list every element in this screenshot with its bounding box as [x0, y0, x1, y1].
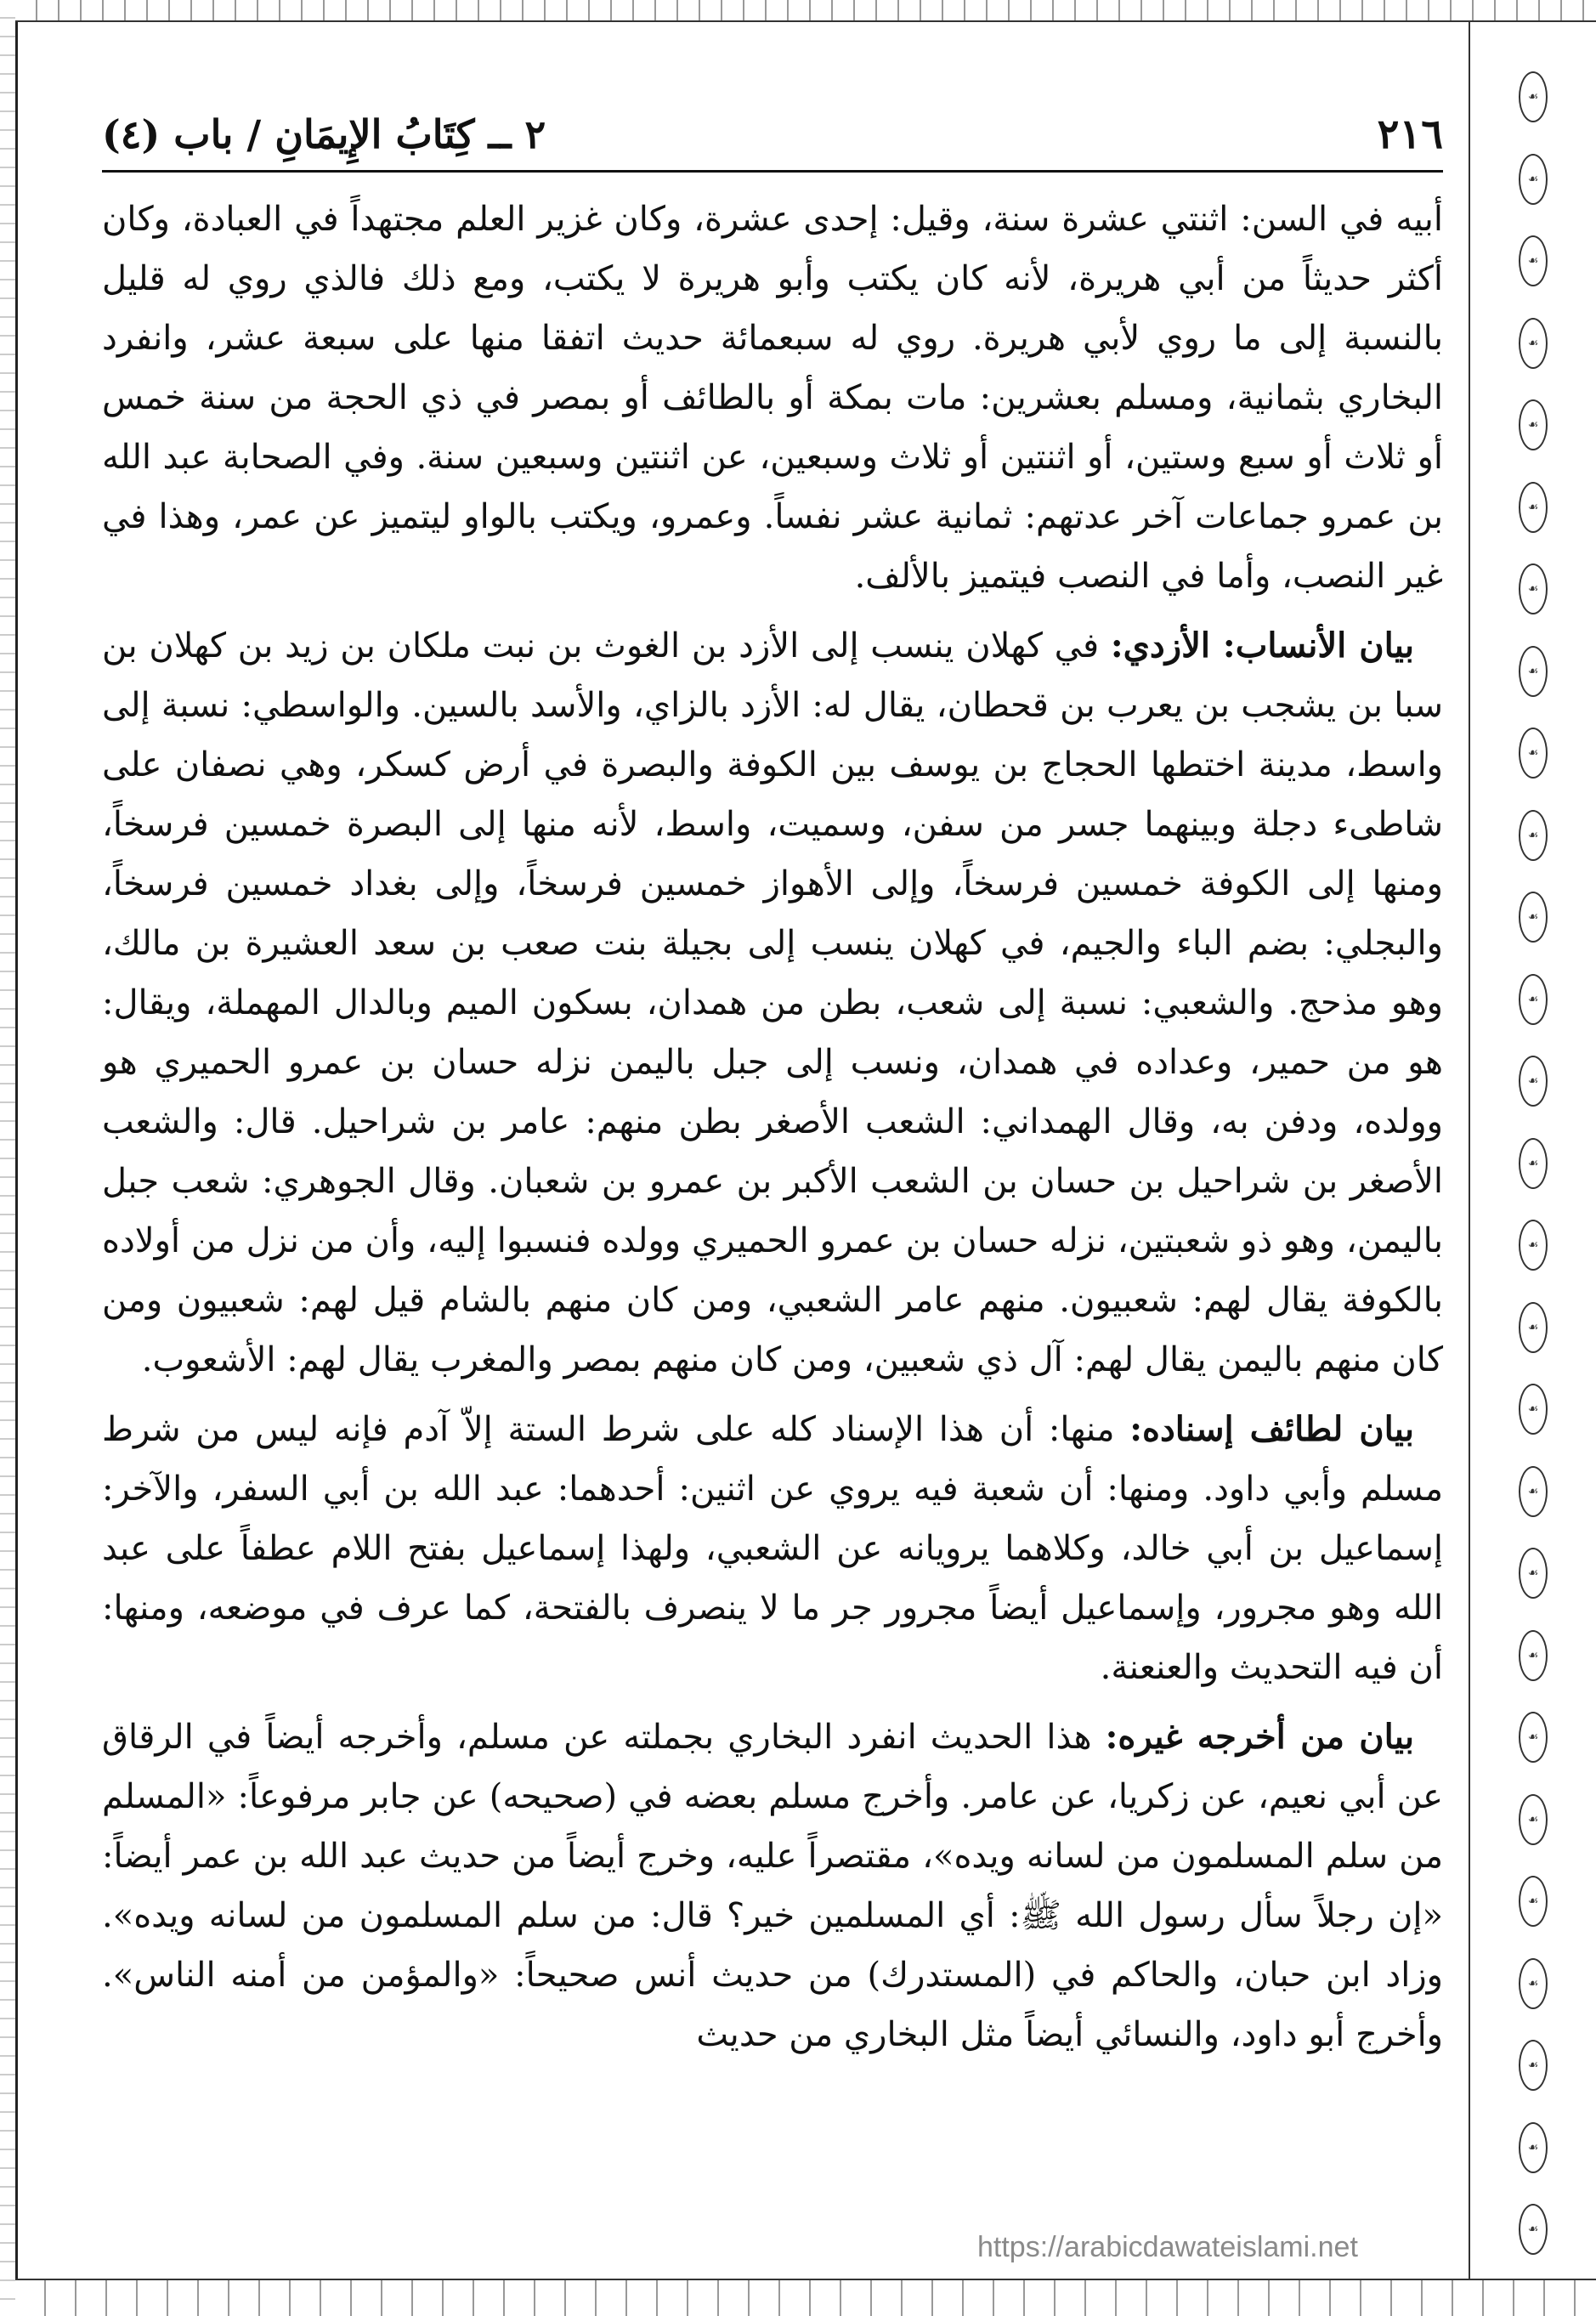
ornament-icon: ☙ — [1519, 71, 1548, 122]
bottom-frame-ornament — [15, 2279, 1596, 2316]
ornament-icon: ☙ — [1519, 1056, 1548, 1107]
ornament-icon: ☙ — [1519, 1384, 1548, 1435]
running-title: ٢ ــ كِتَابُ الإِيمَانِ / باب (٤) — [102, 111, 546, 157]
ornament-icon: ☙ — [1519, 2040, 1548, 2091]
section-heading: بيان من أخرجه غيره: — [1105, 1717, 1414, 1757]
ornament-icon: ☙ — [1519, 974, 1548, 1025]
ornament-icon: ☙ — [1519, 1466, 1548, 1517]
ornament-icon: ☙ — [1519, 154, 1548, 205]
ornament-icon: ☙ — [1519, 1302, 1548, 1353]
ornament-icon: ☙ — [1519, 892, 1548, 943]
section-heading: بيان لطائف إسناده: — [1129, 1409, 1415, 1449]
top-frame-ornament — [15, 0, 1596, 22]
watermark-url: https://arabicdawateislami.net — [977, 2231, 1358, 2263]
page-number: ٢١٦ — [1377, 110, 1443, 158]
ornament-icon: ☙ — [1519, 1958, 1548, 2009]
paragraph — [102, 1400, 1443, 1697]
ornament-icon: ☙ — [1519, 399, 1548, 450]
ornament-icon: ☙ — [1519, 728, 1548, 779]
ornament-icon: ☙ — [1519, 318, 1548, 369]
paragraph — [102, 616, 1443, 1390]
ornament-icon: ☙ — [1519, 563, 1548, 614]
paragraph-text: في كهلان ينسب إلى الأزد بن الغوث بن نبت ملكان بن زيد بن كهلان بن سبا بن يشجب بن يعرب بن قحطان، يقال له: الأزد بالزاي، والأسد بالسين. والواسطي: نسبة إلى واسط، مدينة اختطها الحجاج بن يوسف بين الكوفة والبصرة في أرض كسكر، وهي نصفان على شاطىء دجلة وبينهما جسر من سفن، وسميت، واسط، لأنه منها إلى البصرة خمسين فرسخاً، ومنها إلى الكوفة خمسين فرسخاً، وإلى الأهواز خمسين فرسخاً، وإلى بغداد خمسين فرسخاً، والبجلي: بضم الباء والجيم، في كهلان ينسب إلى بجيلة بنت صعب بن سعد العشيرة بن مالك، وهو مذحج. والشعبي: نسبة إلى شعب، بطن من همدان، بسكون الميم وبالدال المهملة، ويقال: هو من حمير، وعداده في همدان، ونسب إلى جبل باليمن نزله حسان بن عمرو الحميري هو وولده، ودفن به، وقال الهمداني: الشعب الأصغر بطن منهم: عامر بن شراحيل. قال: والشعب الأصغر بن شراحيل بن حسان بن الشعب الأكبر بن عمرو بن شعبان. وقال الجوهري: شعب جبل باليمن، وهو ذو شعبتين، نزله حسان بن عمرو الحميري وولده فنسبوا إليه، وأن من نزل من أولاده بالكوفة يقال لهم: شعبيون. منهم عامر الشعبي، ومن كان منهم بالشام قيل لهم: شعبيون ومن كان منهم باليمن يقال لهم: آل ذي شعبين، ومن كان منهم بمصر والمغرب يقال لهم: الأشعوب. — [102, 626, 1444, 1379]
ornament-icon: ☙ — [1519, 1712, 1548, 1763]
ornament-icon: ☙ — [1519, 810, 1548, 861]
ornament-icon: ☙ — [1519, 1548, 1548, 1599]
ornament-icon: ☙ — [1519, 482, 1548, 533]
right-frame-ornament — [1469, 20, 1596, 2280]
paragraph — [102, 190, 1443, 606]
ornament-icon: ☙ — [1519, 235, 1548, 286]
ornament-icon: ☙ — [1519, 2122, 1548, 2173]
ornament-icon: ☙ — [1519, 646, 1548, 697]
ornament-icon: ☙ — [1519, 1138, 1548, 1189]
paragraph-text: هذا الحديث انفرد البخاري بجملته عن مسلم، وأخرجه أيضاً في الرقاق عن أبي نعيم، عن زكريا، عن عامر. وأخرج مسلم بعضه في (صحيحه) عن جابر مرفوعاً: «المسلم من سلم المسلمون من لسانه ويده»، مقتصراً عليه، وخرج أيضاً من حديث عبد الله بن عمر أيضاً: «إن رجلاً سأل رسول الله ﷺ: أي المسلمين خير؟ قال: من سلم المسلمون من لسانه ويده». وزاد ابن حبان، والحاكم في (المستدرك) من حديث أنس صحيحاً: «والمؤمن من أمنه الناس». وأخرج أبو داود، والنسائي أيضاً مثل البخاري من حديث — [102, 1718, 1443, 2054]
ornament-icon: ☙ — [1519, 1630, 1548, 1681]
left-border — [0, 0, 18, 2316]
page-header — [102, 110, 1443, 173]
paragraph-text: منها: أن هذا الإسناد كله على شرط الستة إلاّ آدم فإنه ليس من شرط مسلم وأبي داود. ومنها: أن شعبة فيه يروي عن اثنين: أحدهما: عبد الله بن أبي السفر، والآخر: إسماعيل بن أبي خالد، وكلاهما يرويانه عن الشعبي، ولهذا إسماعيل بفتح اللام عطفاً على عبد الله وهو مجرور، وإسماعيل أيضاً مجرور جر ما لا ينصرف بالفتحة، كما عرف في موضعه، ومنها: أن فيه التحديث والعنعنة. — [102, 1410, 1443, 1687]
page-content — [102, 110, 1443, 2075]
section-heading: بيان الأنساب: الأزدي: — [1110, 626, 1414, 665]
ornament-icon: ☙ — [1519, 1876, 1548, 1927]
paragraph — [102, 1707, 1443, 2064]
ornament-icon: ☙ — [1519, 1220, 1548, 1271]
ornament-icon: ☙ — [1519, 2204, 1548, 2255]
paragraph-text: أبيه في السن: اثنتي عشرة سنة، وقيل: إحدى عشرة، وكان غزير العلم مجتهداً في العبادة، وكان أكثر حديثاً من أبي هريرة، لأنه كان يكتب وأبو هريرة لا يكتب، ومع ذلك فالذي روي له قليل بالنسبة إلى ما روي لأبي هريرة. روي له سبعمائة حديث اتفقا منها على سبعة عشر، وانفرد البخاري بثمانية، ومسلم بعشرين: مات بمكة أو بالطائف أو بمصر في ذي الحجة من سنة خمس أو ثلاث أو سبع وستين، أو اثنتين أو ثلاث وسبعين، عن اثنتين وسبعين سنة. وفي الصحابة عبد الله بن عمرو جماعات آخر عدتهم: ثمانية عشر نفساً. وعمرو، ويكتب بالواو ليتميز عن عمر، وهذا في غير النصب، وأما في النصب فيتميز بالألف. — [102, 200, 1444, 596]
ornament-icon: ☙ — [1519, 1794, 1548, 1845]
